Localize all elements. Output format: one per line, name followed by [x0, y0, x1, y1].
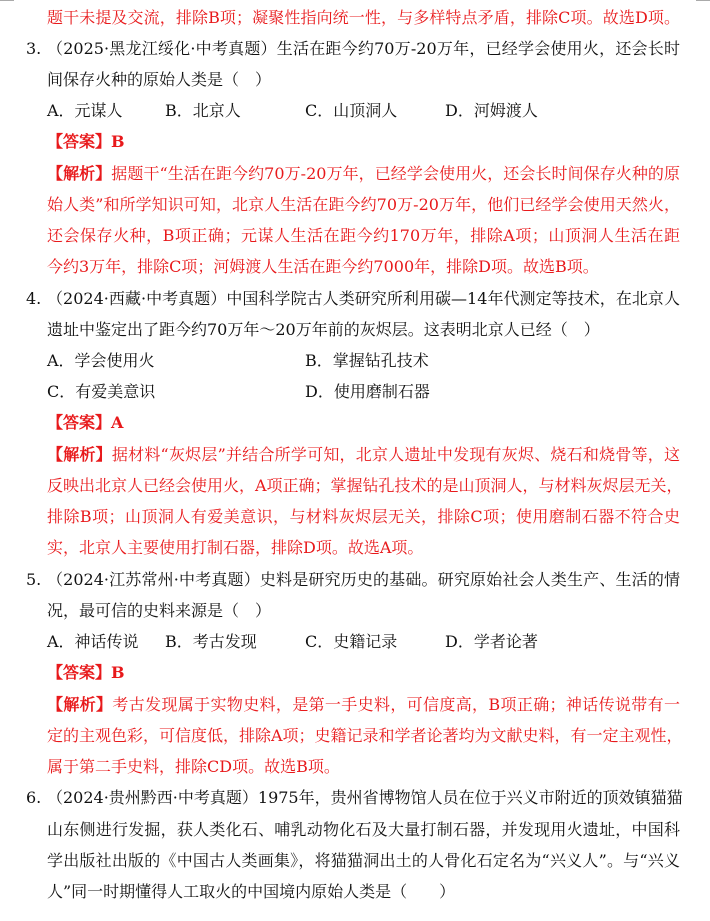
analysis-line: [47, 689, 680, 720]
answer-line: [47, 126, 680, 157]
question-number: 6.: [26, 788, 42, 807]
option-b: B．考古发现: [165, 632, 257, 651]
answer-value: B: [111, 663, 125, 682]
page-corner-mark: [696, 0, 710, 1]
option-a: A．神话传说: [47, 632, 139, 651]
analysis-tag: 【解析】: [47, 164, 112, 183]
question-number: 5.: [26, 570, 42, 589]
answer-value: A: [111, 413, 124, 432]
analysis-text: 排除B项；山顶洞人有爱美意识，与材料灰烬层无关，排除C项；使用磨制石器不符合史: [47, 507, 680, 526]
question-text: 山东侧进行发掘，获人类化石、哺乳动物化石及大量打制石器，并发现用火遗址，中国科: [47, 820, 680, 839]
analysis-tag: 【解析】: [47, 695, 113, 714]
answer-tag: 【答案】: [47, 132, 112, 151]
question-text: （2024·西藏·中考真题）中国科学院古人类研究所利用碳—14年代测定等技术，在北京人: [47, 289, 680, 308]
answer-value: B: [111, 132, 125, 151]
analysis-line: [47, 439, 680, 470]
analysis-text: 据题干“生活在距今约70万-20万年，已经学会使用火，还会长时间保存火种的原: [111, 164, 680, 183]
analysis-text: 考古发现属于实物史料，是第一手史料，可信度高，B项正确；神话传说带有一: [112, 695, 680, 714]
answer-line: [47, 407, 680, 438]
option-d: D．使用磨制石器: [305, 382, 430, 401]
option-d: D．河姆渡人: [445, 101, 538, 120]
question-text: 人”同一时期懂得人工取火的中国境内原始人类是（ ）: [47, 882, 456, 901]
analysis-text: 据材料“灰烬层”并结合所学可知，北京人遗址中发现有灰烬、烧石和烧骨等，这: [111, 445, 680, 464]
option-c: C．山顶洞人: [305, 101, 398, 120]
question-text: 况，最可信的史料来源是（ ）: [47, 601, 272, 620]
answer-line: [47, 657, 680, 688]
analysis-line: [47, 158, 680, 189]
question-text: 学出版社出版的《中国古人类画集》，将猫猫洞出土的人骨化石定名为“兴义人”。与“兴义: [47, 851, 680, 870]
option-a: A．学会使用火: [47, 351, 155, 370]
analysis-text: 实，北京人主要使用打制石器，排除D项。故选A项。: [47, 538, 424, 557]
question-text: （2024·江苏常州·中考真题）史料是研究历史的基础。研究原始社会人类生产、生活的情: [47, 570, 680, 589]
question-text: 间保存火种的原始人类是（ ）: [47, 70, 272, 89]
analysis-text: 定的主观色彩，可信度低，排除A项；史籍记录和学者论著均为文献史料，有一定主观性，: [47, 726, 683, 745]
analysis-text: 今约3万年，排除C项；河姆渡人生活在距今约7000年，排除D项。故选B项。: [47, 257, 599, 276]
option-d: D．学者论著: [445, 632, 538, 651]
question-text: 遗址中鉴定出了距今约70万年～20万年前的灰烬层。这表明北京人已经（ ）: [47, 320, 600, 339]
page-corner-mark: [0, 0, 14, 1]
option-b: B．北京人: [165, 101, 241, 120]
question-text: （2024·贵州黔西·中考真题）1975年，贵州省博物馆人员在位于兴义市附近的顶效镇猫猫: [47, 788, 683, 807]
previous-analysis-tail: 题干未提及交流，排除B项；凝聚性指向统一性，与多样特点矛盾，排除C项。故选D项。: [47, 8, 680, 27]
answer-tag: 【答案】: [47, 413, 112, 432]
answer-tag: 【答案】: [47, 663, 112, 682]
option-a: A．元谋人: [47, 101, 123, 120]
option-c: C．有爱美意识: [47, 382, 156, 401]
analysis-text: 属于第二手史料，排除CD项。故选B项。: [47, 757, 340, 776]
question-text: （2025·黑龙江绥化·中考真题）生活在距今约70万-20万年，已经学会使用火，还会长时: [47, 39, 680, 58]
option-b: B．掌握钻孔技术: [305, 351, 429, 370]
analysis-text: 还会保存火种，B项正确；元谋人生活在距今约170万年，排除A项；山顶洞人生活在距: [47, 226, 680, 245]
analysis-text: 始人类”和所学知识可知，北京人生活在距今约70万-20万年，他们已经学会使用天然火，: [47, 195, 680, 214]
question-number: 4.: [26, 289, 42, 308]
question-number: 3.: [26, 39, 42, 58]
option-c: C．史籍记录: [305, 632, 398, 651]
analysis-text: 反映出北京人已经会使用火，A项正确；掌握钻孔技术的是山顶洞人，与材料灰烬层无关，: [47, 476, 683, 495]
analysis-tag: 【解析】: [47, 445, 112, 464]
